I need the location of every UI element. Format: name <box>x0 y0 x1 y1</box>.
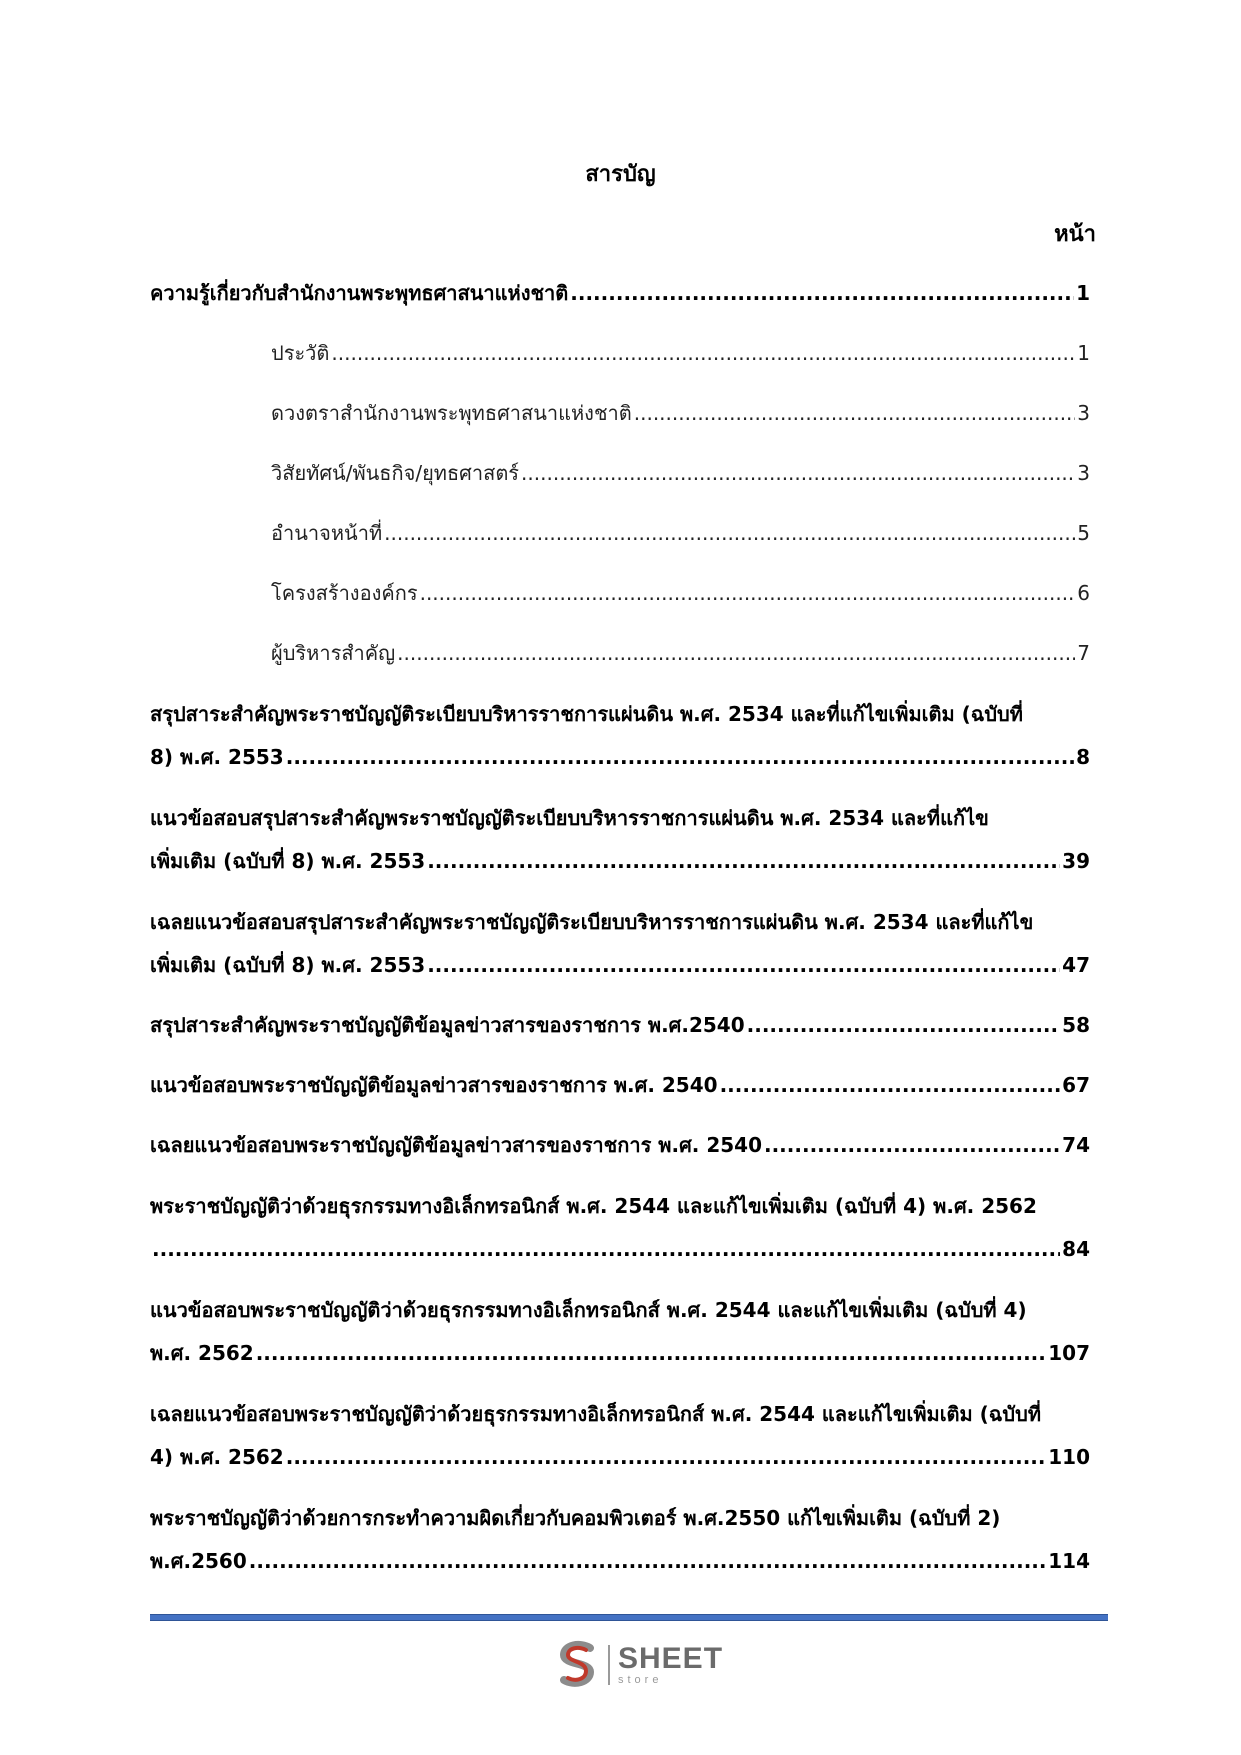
toc-entry-text: พระราชบัญญัติว่าด้วยการกระทำความผิดเกี่ยวกับคอมพิวเตอร์ พ.ศ.2550 แก้ไขเพิ่มเติม (ฉบับที่ 2) <box>150 1506 1001 1530</box>
toc-subentry[interactable] <box>271 514 1090 548</box>
toc-entry-line1[interactable] <box>150 1499 1090 1533</box>
toc-subentry[interactable] <box>271 454 1090 488</box>
logo-separator <box>608 1645 610 1685</box>
toc-subentry[interactable] <box>271 574 1090 608</box>
toc-entry-text: วิสัยทัศน์/พันธกิจ/ยุทธศาสตร์ <box>271 461 520 485</box>
toc-entry-text: ความรู้เกี่ยวกับสำนักงานพระพุทธศาสนาแห่งชาติ <box>150 281 569 305</box>
toc-entry-line1[interactable] <box>150 1291 1090 1325</box>
toc-subentry[interactable] <box>271 634 1090 668</box>
toc-entry-line1[interactable] <box>150 1187 1090 1221</box>
footer-rule <box>150 1614 1108 1621</box>
toc-entry-line2[interactable] <box>150 842 1090 876</box>
toc-entry-page: 7 <box>1077 641 1090 665</box>
toc-entry-line1[interactable] <box>150 1395 1090 1429</box>
toc-entry-text: ประวัติ <box>271 341 330 365</box>
toc-entry-text: สรุปสาระสำคัญพระราชบัญญัติข้อมูลข่าวสารของราชการ พ.ศ.2540 <box>150 1013 745 1037</box>
toc-entry-text: สรุปสาระสำคัญพระราชบัญญัติระเบียบบริหารราชการแผ่นดิน พ.ศ. 2534 และที่แก้ไขเพิ่มเติม (ฉบับที่ <box>150 702 1023 726</box>
toc-entry-line2[interactable] <box>150 1542 1090 1576</box>
leader-dots <box>331 338 1075 368</box>
leader-dots <box>720 1070 1061 1100</box>
toc-entry-text: 8) พ.ศ. 2553 <box>150 745 284 769</box>
toc-entry-line1[interactable] <box>150 903 1090 937</box>
toc-entry-page: 39 <box>1062 849 1090 873</box>
toc-entry-text: เฉลยแนวข้อสอบพระราชบัญญัติข้อมูลข่าวสารของราชการ พ.ศ. 2540 <box>150 1133 762 1157</box>
toc-title: สารบัญ <box>585 162 656 187</box>
leader-dots <box>384 518 1075 548</box>
toc-entry-page: 5 <box>1077 521 1090 545</box>
toc-entry-page: 6 <box>1077 581 1090 605</box>
toc-entry-text: เฉลยแนวข้อสอบสรุปสาระสำคัญพระราชบัญญัติระเบียบบริหารราชการแผ่นดิน พ.ศ. 2534 และที่แก้ไข <box>150 910 1034 934</box>
footer-logo <box>556 1640 723 1690</box>
leader-dots <box>249 1546 1047 1576</box>
toc-entry-page: 107 <box>1048 1341 1090 1365</box>
toc-entry-page: 58 <box>1062 1013 1090 1037</box>
toc-entry-text: ผู้บริหารสำคัญ <box>271 641 396 665</box>
toc-entry[interactable] <box>150 1126 1090 1160</box>
leader-dots <box>521 458 1075 488</box>
leader-dots <box>286 742 1074 772</box>
toc-entry-line2[interactable] <box>150 1230 1090 1264</box>
toc-entry[interactable] <box>150 1066 1090 1100</box>
toc-entry-text: อำนาจหน้าที่ <box>271 521 383 545</box>
leader-dots <box>152 1234 1060 1264</box>
toc-subentry[interactable] <box>271 394 1090 428</box>
page-column-header: หน้า <box>1054 222 1096 247</box>
toc-entry-page: 47 <box>1062 953 1090 977</box>
toc-entry-line2[interactable] <box>150 738 1090 772</box>
toc-entry-page: 114 <box>1048 1549 1090 1573</box>
toc-entry-text: เพิ่มเติม (ฉบับที่ 8) พ.ศ. 2553 <box>150 849 426 873</box>
toc-entry-text: โครงสร้างองค์กร <box>271 581 418 605</box>
leader-dots <box>256 1338 1047 1368</box>
toc-entry-text: แนวข้อสอบพระราชบัญญัติข้อมูลข่าวสารของราชการ พ.ศ. 2540 <box>150 1073 718 1097</box>
leader-dots <box>397 638 1075 668</box>
leader-dots <box>570 278 1074 308</box>
leader-dots <box>764 1130 1060 1160</box>
toc-entry-text: เฉลยแนวข้อสอบพระราชบัญญัติว่าด้วยธุรกรรมทางอิเล็กทรอนิกส์ พ.ศ. 2544 และแก้ไขเพิ่มเติม (ฉบับที่ <box>150 1402 1042 1426</box>
toc-subentry[interactable] <box>271 334 1090 368</box>
logo-sub: store <box>618 1674 663 1686</box>
toc-entry-page: 1 <box>1076 281 1090 305</box>
leader-dots <box>634 398 1076 428</box>
toc-entry-page: 74 <box>1062 1133 1090 1157</box>
toc-entry-line1[interactable] <box>150 695 1090 729</box>
toc-entry-text: พ.ศ. 2562 <box>150 1341 254 1365</box>
logo-word: SHEET <box>618 1642 724 1675</box>
toc-entry-line2[interactable] <box>150 1334 1090 1368</box>
logo-text <box>618 1644 723 1686</box>
toc-entry-page: 67 <box>1062 1073 1090 1097</box>
toc-entry-text: เพิ่มเติม (ฉบับที่ 8) พ.ศ. 2553 <box>150 953 426 977</box>
sheet-store-logo-icon <box>556 1640 602 1690</box>
leader-dots <box>427 846 1060 876</box>
toc-entry-text: พ.ศ.2560 <box>150 1549 247 1573</box>
toc-entry[interactable] <box>150 274 1090 308</box>
leader-dots <box>420 578 1076 608</box>
leader-dots <box>427 950 1060 980</box>
leader-dots <box>747 1010 1061 1040</box>
toc-entry-text: พระราชบัญญัติว่าด้วยธุรกรรมทางอิเล็กทรอนิกส์ พ.ศ. 2544 และแก้ไขเพิ่มเติม (ฉบับที่ 4) พ.ศ. 2562 <box>150 1194 1037 1218</box>
toc-entry-page: 84 <box>1062 1237 1090 1261</box>
toc-entry-page: 8 <box>1076 745 1090 769</box>
toc-entry-page: 3 <box>1077 461 1090 485</box>
toc-entry-text: ดวงตราสำนักงานพระพุทธศาสนาแห่งชาติ <box>271 401 632 425</box>
toc-entry-line2[interactable] <box>150 946 1090 980</box>
toc-entry-line2[interactable] <box>150 1438 1090 1472</box>
toc-entry-line1[interactable] <box>150 799 1090 833</box>
toc-entry-text: แนวข้อสอบสรุปสาระสำคัญพระราชบัญญัติระเบียบบริหารราชการแผ่นดิน พ.ศ. 2534 และที่แก้ไข <box>150 806 989 830</box>
toc-entry-page: 1 <box>1077 341 1090 365</box>
toc-entry-text: แนวข้อสอบพระราชบัญญัติว่าด้วยธุรกรรมทางอิเล็กทรอนิกส์ พ.ศ. 2544 และแก้ไขเพิ่มเติม (ฉบับที่ 4) <box>150 1298 1027 1322</box>
toc-entry-page: 110 <box>1048 1445 1090 1469</box>
leader-dots <box>286 1442 1047 1472</box>
toc-entry-text: 4) พ.ศ. 2562 <box>150 1445 284 1469</box>
toc-entry[interactable] <box>150 1006 1090 1040</box>
toc-entry-page: 3 <box>1077 401 1090 425</box>
